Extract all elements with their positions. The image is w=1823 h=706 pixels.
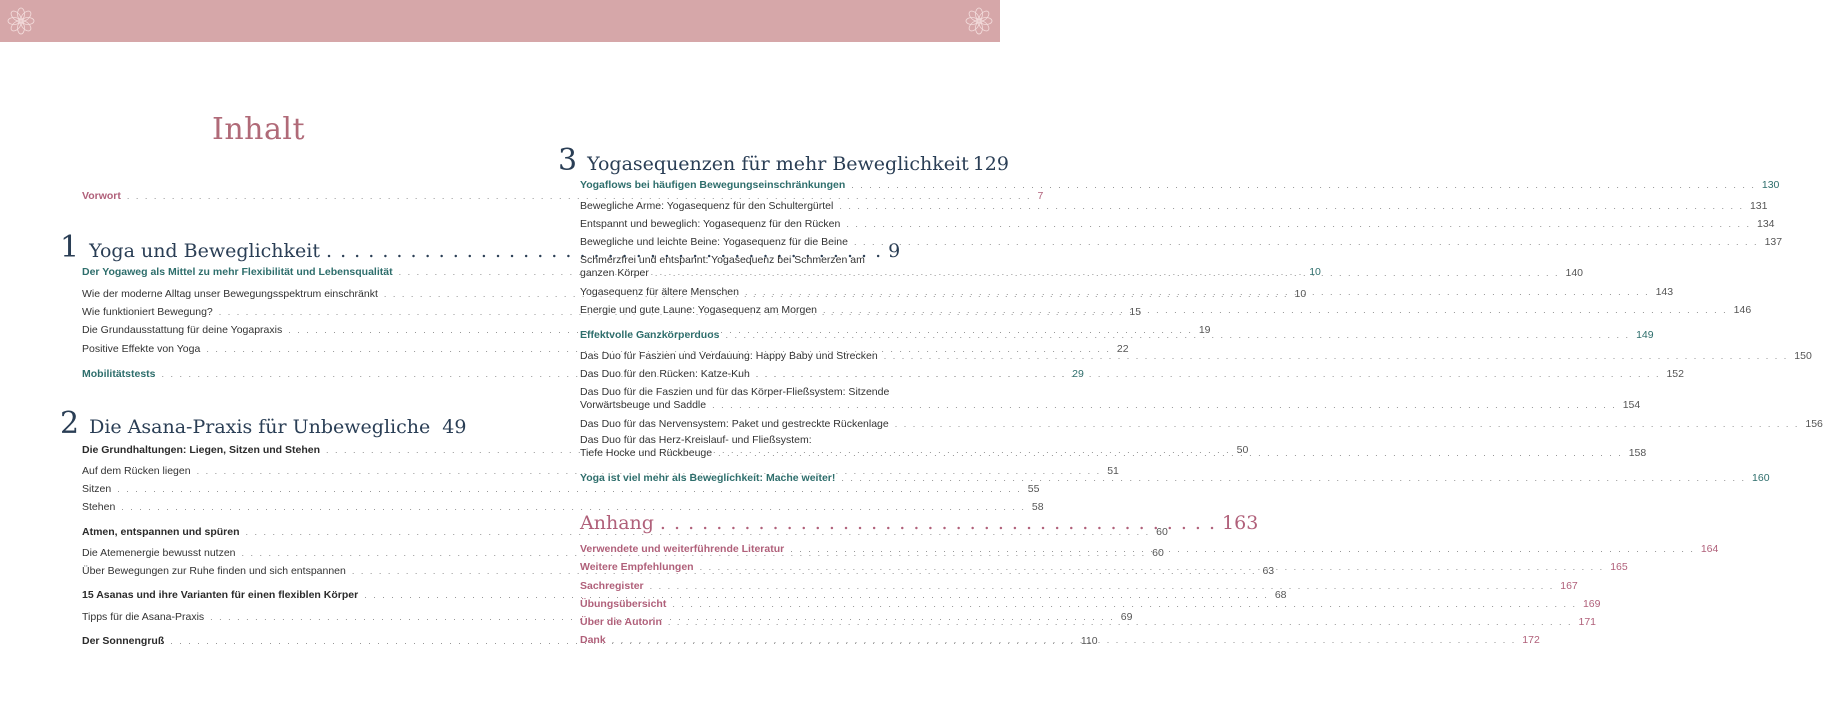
dot-leader <box>655 267 1560 280</box>
entry-label: 3 <box>558 143 578 178</box>
flower-ornament-icon <box>5 5 37 37</box>
page-number: 110 <box>1080 635 1098 647</box>
entry-label: Sitzen <box>82 483 112 495</box>
page-number: 63 <box>1262 565 1275 577</box>
dot-leader <box>718 447 1623 460</box>
entry-label: Positive Effekte von Yoga <box>82 343 201 355</box>
entry-label: Die Asana-Praxis für Unbewegliche <box>89 416 431 438</box>
toc-entry[interactable] <box>580 418 1823 431</box>
dot-leader <box>895 418 1800 431</box>
dot-leader <box>700 561 1605 574</box>
entry-label: Entspannt und beweglich: Yogasequenz für den Rücken <box>580 218 841 230</box>
entry-label: 163 <box>1222 512 1259 534</box>
entry-label: Vorwärtsbeuge und Saddle <box>580 399 707 411</box>
page-number: 50 <box>1236 444 1249 456</box>
entry-label: 129 <box>972 153 1009 175</box>
entry-label: Anhang <box>580 512 654 534</box>
entry-label: Wie funktioniert Bewegung? <box>82 306 213 318</box>
toc-entry[interactable] <box>82 526 1168 539</box>
entry-label: Über die Autorin <box>580 616 662 628</box>
page-number: 169 <box>1582 598 1601 610</box>
dot-leader <box>725 329 1630 342</box>
entry-label: Das Duo für das Herz-Kreislauf- und Fließsystem: <box>580 434 812 446</box>
dot-leader <box>846 218 1751 231</box>
toc-entry[interactable] <box>580 598 1601 611</box>
page-number: 149 <box>1636 329 1654 341</box>
dot-leader <box>660 512 1216 534</box>
entry-label: Sachregister <box>580 580 644 592</box>
page-number: 15 <box>1129 306 1142 318</box>
dot-leader <box>650 580 1555 593</box>
page-number: 134 <box>1756 218 1775 230</box>
entry-label: Effektvolle Ganzkörperduos <box>580 329 720 341</box>
toc-entry[interactable] <box>82 483 1040 496</box>
toc-entry[interactable] <box>82 589 1287 602</box>
dot-leader <box>672 598 1577 611</box>
dot-leader <box>839 200 1744 213</box>
entry-label: Vorwort <box>82 190 121 202</box>
entry-label: Die Grundausstattung für deine Yogapraxis <box>82 324 283 336</box>
toc-entry[interactable] <box>580 350 1812 363</box>
entry-label: Yoga ist viel mehr als Beweglichkeit: Mache weiter! <box>580 472 836 484</box>
chapter-heading-2[interactable] <box>60 406 467 441</box>
entry-label: Bewegliche Arme: Yogasequenz für den Schultergürtel <box>580 200 834 212</box>
page-number: 131 <box>1749 200 1768 212</box>
entry-label: ganzen Körper <box>580 267 649 279</box>
page-number: 160 <box>1752 472 1770 484</box>
entry-label: Auf dem Rücken liegen <box>82 465 191 477</box>
page-number: 158 <box>1628 447 1647 459</box>
dot-leader <box>612 634 1517 647</box>
entry-label: Tiefe Hocke und Rückbeuge <box>580 447 713 459</box>
dot-leader <box>790 543 1695 556</box>
entry-label: Wie der moderne Alltag unser Bewegungsspektrum einschränkt <box>82 288 378 300</box>
dot-leader <box>884 350 1789 363</box>
entry-label: 9 <box>888 240 901 262</box>
entry-label: Schmerzfrei und entspannt: Yogasequenz bei Schmerzen am <box>580 254 865 266</box>
entry-label: Das Duo für den Rücken: Katze-Kuh <box>580 368 750 380</box>
entry-label: Yoga und Beweglichkeit <box>89 240 321 262</box>
dot-leader <box>841 472 1746 485</box>
toc-entry[interactable] <box>580 218 1775 231</box>
entry-label: Energie und gute Laune: Yogasequenz am Morgen <box>580 304 818 316</box>
entry-label: Stehen <box>82 501 116 513</box>
dot-leader <box>756 368 1661 381</box>
dot-leader <box>851 179 1756 192</box>
chapter-heading-3[interactable] <box>558 143 1009 178</box>
entry-label: Tipps für die Asana-Praxis <box>82 611 205 623</box>
entry-label: 15 Asanas und ihre Varianten für einen flexiblen Körper <box>82 589 359 601</box>
toc-entry-vorwort[interactable] <box>82 190 1044 203</box>
page-number: 140 <box>1565 267 1584 279</box>
page-number: 29 <box>1072 368 1084 380</box>
page-number: 60 <box>1152 547 1164 559</box>
page-number: 69 <box>1120 611 1133 623</box>
entry-label: 2 <box>60 406 80 441</box>
dot-leader <box>745 286 1650 299</box>
entry-label: Bewegliche und leichte Beine: Yogasequenz für die Beine <box>580 236 848 248</box>
page-title: Inhalt <box>212 112 306 147</box>
page-number: 51 <box>1107 465 1119 477</box>
entry-label: 1 <box>60 230 80 265</box>
page-number: 10 <box>1294 288 1307 300</box>
page-number: 58 <box>1031 501 1044 513</box>
page-number: 130 <box>1761 179 1780 191</box>
entry-label: Das Duo für die Faszien und für das Körper-Fließsystem: Sitzende <box>580 386 890 398</box>
top-color-band <box>0 0 1000 42</box>
entry-label: Yogasequenz für ältere Menschen <box>580 286 739 298</box>
dot-leader <box>712 399 1617 412</box>
dot-leader <box>668 616 1573 629</box>
toc-entry-multiline[interactable] <box>580 386 1641 412</box>
page-number: 7 <box>1037 190 1044 202</box>
entry-label: Übungsübersicht <box>580 598 667 610</box>
page-number: 137 <box>1764 236 1783 248</box>
page-number: 171 <box>1578 616 1597 628</box>
entry-label: Das Duo für das Nervensystem: Paket und gestreckte Rückenlage <box>580 418 889 430</box>
dot-leader <box>854 236 1759 249</box>
page-number: 143 <box>1655 286 1674 298</box>
page-number: 19 <box>1198 324 1211 336</box>
page-number: 165 <box>1610 561 1628 573</box>
page-number: 164 <box>1700 543 1719 555</box>
page-number: 154 <box>1622 399 1641 411</box>
entry-label: Die Grundhaltungen: Liegen, Sitzen und Stehen <box>82 444 321 456</box>
flower-ornament-icon <box>963 5 995 37</box>
page-number: 152 <box>1666 368 1684 380</box>
entry-label: Atmen, entspannen und spüren <box>82 526 240 538</box>
toc-entry[interactable] <box>82 501 1044 514</box>
entry-label: Mobilitätstests <box>82 368 156 380</box>
toc-entry[interactable] <box>580 236 1783 249</box>
entry-label: Dank <box>580 634 606 646</box>
toc-entry[interactable] <box>580 200 1768 213</box>
page-number: 167 <box>1560 580 1578 592</box>
toc-entry[interactable] <box>580 472 1770 485</box>
entry-label: Das Duo für Faszien und Verdauung: Happy Baby und Strecken <box>580 350 878 362</box>
page-number: 55 <box>1027 483 1040 495</box>
page-number: 22 <box>1116 343 1129 355</box>
page-number: 172 <box>1522 634 1540 646</box>
page-number: 68 <box>1274 589 1287 601</box>
entry-label: 49 <box>442 416 467 438</box>
entry-label: Über Bewegungen zur Ruhe finden und sich entspannen <box>82 565 346 577</box>
entry-label: Verwendete und weiterführende Literatur <box>580 543 785 555</box>
entry-label: Yogaflows bei häufigen Bewegungseinschränkungen <box>580 179 846 191</box>
entry-label: Yogasequenzen für mehr Beweglichkeit <box>587 153 969 175</box>
page-number: 156 <box>1805 418 1823 430</box>
entry-label: Der Sonnengruß <box>82 635 165 647</box>
dot-leader <box>823 304 1728 317</box>
entry-label: Der Yogaweg als Mittel zu mehr Flexibilität und Lebensqualität <box>82 266 393 278</box>
page-number: 60 <box>1156 526 1168 538</box>
toc-entry[interactable] <box>580 179 1780 192</box>
entry-label: Die Atemenergie bewusst nutzen <box>82 547 236 559</box>
page-number: 10 <box>1309 266 1321 278</box>
toc-entry[interactable] <box>580 580 1578 593</box>
page-number: 146 <box>1733 304 1752 316</box>
page-number: 150 <box>1794 350 1812 362</box>
entry-label: Weitere Empfehlungen <box>580 561 694 573</box>
